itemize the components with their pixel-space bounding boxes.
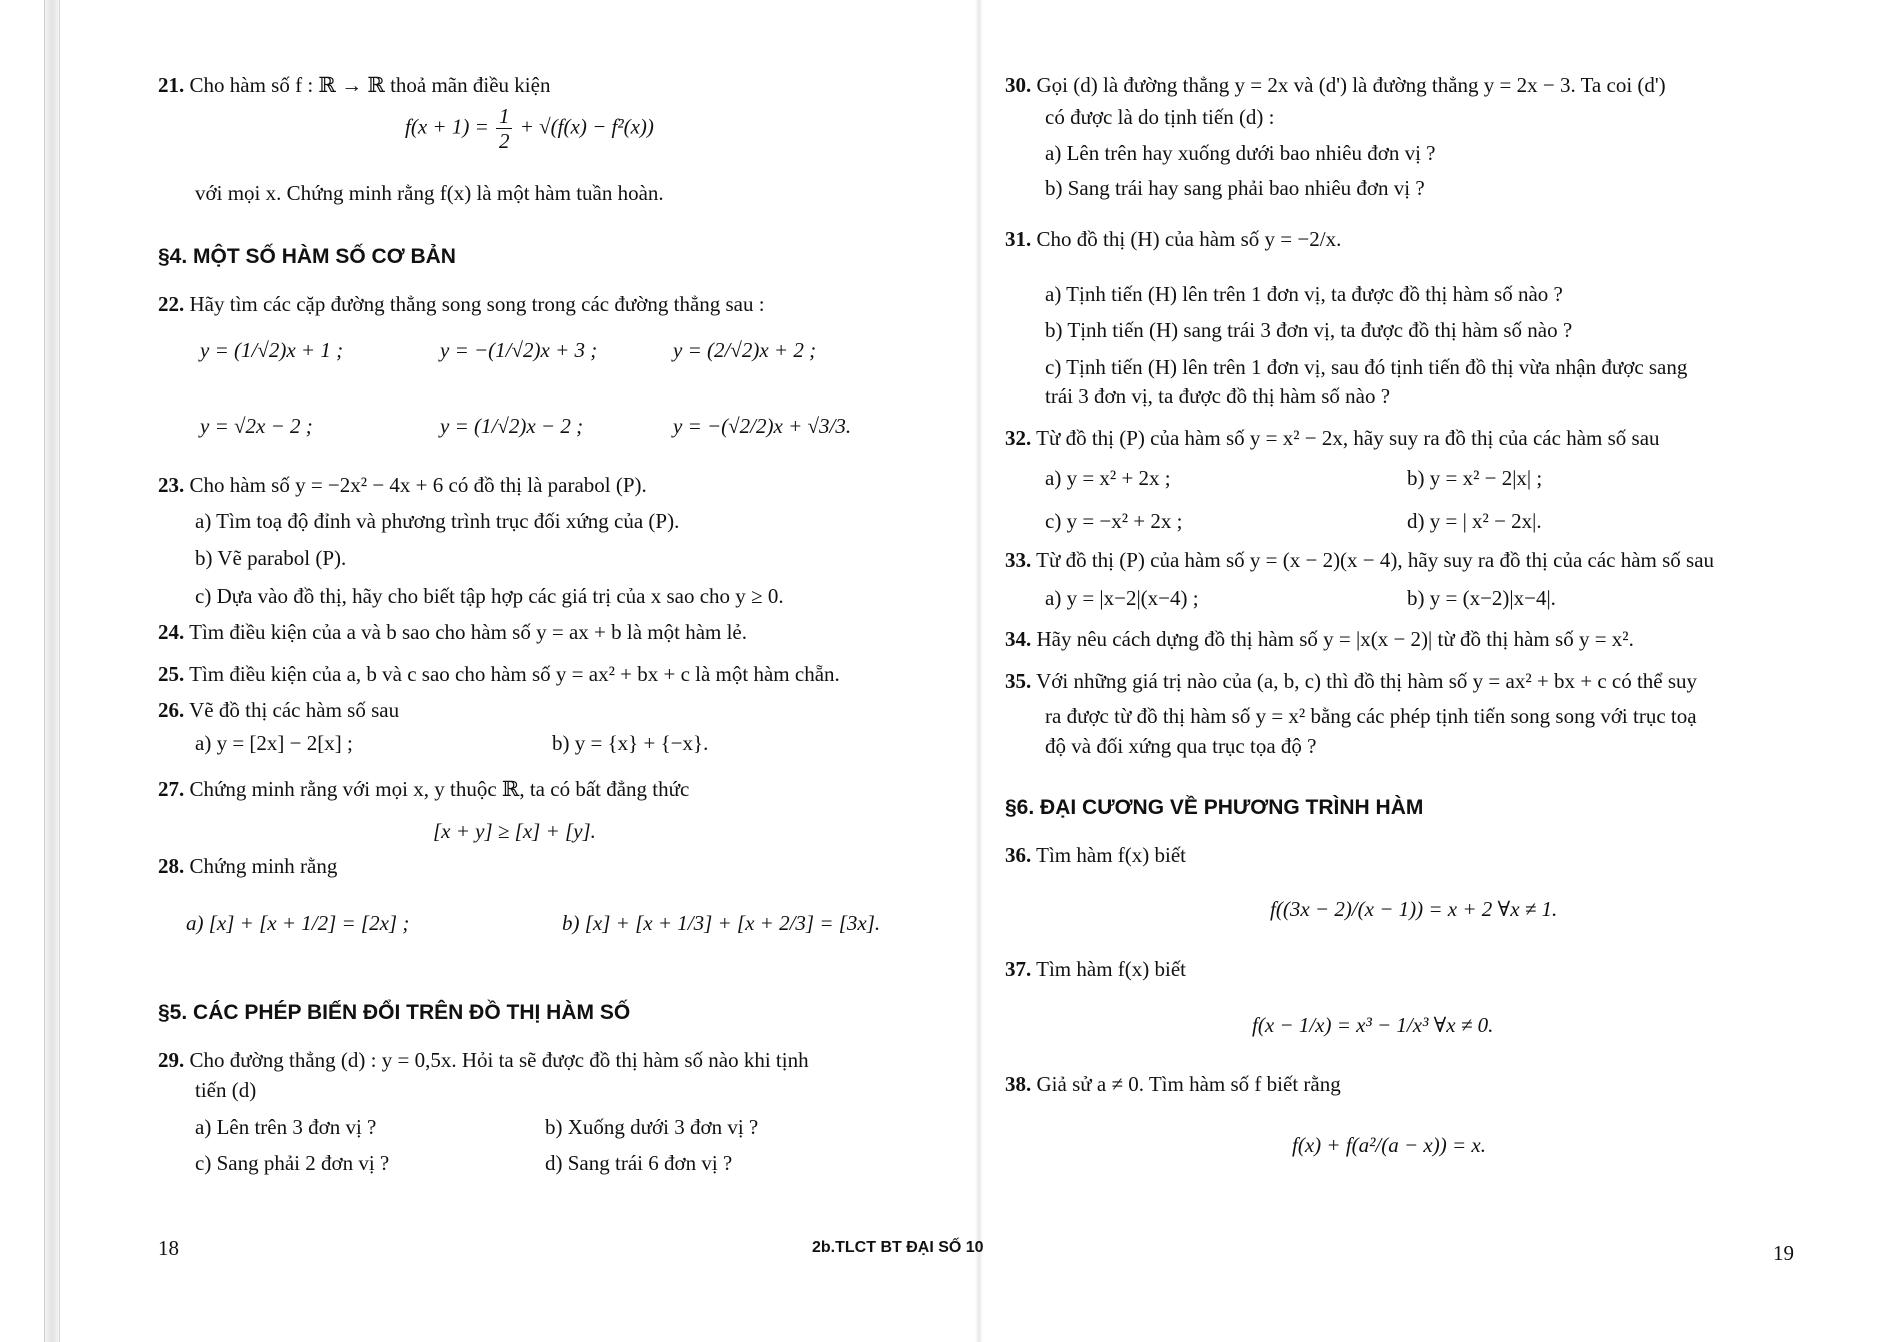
q25-number: 25. [158, 662, 185, 686]
q36-formula: f((3x − 2)/(x − 1)) = x + 2 ∀x ≠ 1. [1270, 897, 1558, 921]
q28-b: b) [x] + [x + 1/3] + [x + 2/3] = [3x]. [562, 911, 881, 935]
q21-formula-lhs: f(x + 1) = [405, 114, 489, 139]
q35-number: 35. [1005, 669, 1032, 693]
q32-a: a) y = x² + 2x ; [1045, 466, 1171, 490]
q23-text: Cho hàm số y = −2x² − 4x + 6 có đồ thị là parabol (P). [189, 473, 647, 497]
q26-b: b) y = {x} + {−x}. [552, 731, 709, 755]
section-4-heading: §4. MỘT SỐ HÀM SỐ CƠ BẢN [158, 245, 456, 268]
q23-a: a) Tìm toạ độ đỉnh và phương trình trục đối xứng của (P). [195, 509, 680, 533]
q22-eq1: y = (1/√2)x + 1 ; [200, 338, 344, 362]
q35-line3: độ và đối xứng qua trục tọa độ ? [1045, 734, 1317, 758]
q31-number: 31. [1005, 227, 1032, 251]
q29-b: b) Xuống dưới 3 đơn vị ? [545, 1115, 759, 1139]
q33-b: b) y = (x−2)|x−4|. [1407, 586, 1556, 610]
q31-line1 [1005, 226, 1341, 252]
q21-line1 [158, 72, 550, 98]
q32-d: d) y = | x² − 2x|. [1407, 509, 1542, 533]
q32-b: b) y = x² − 2|x| ; [1407, 466, 1543, 490]
q21-text: Cho hàm số f : ℝ → ℝ thoả mãn điều kiện [189, 73, 551, 97]
q21-formula-rhs: + √(f(x) − f²(x)) [519, 114, 654, 139]
q34-text: Hãy nêu cách dựng đồ thị hàm số y = |x(x − 2)| từ đồ thị hàm số y = x². [1036, 627, 1634, 651]
section-6-heading: §6. ĐẠI CƯƠNG VỀ PHƯƠNG TRÌNH HÀM [1005, 796, 1424, 819]
q22-eq6: y = −(√2/2)x + √3/3. [673, 414, 852, 438]
q26-a: a) y = [2x] − 2[x] ; [195, 731, 353, 755]
q26-text: Vẽ đồ thị các hàm số sau [189, 698, 400, 722]
q21-frac-num: 1 [496, 104, 513, 129]
q29-line2: tiến (d) [195, 1078, 257, 1102]
q30-b: b) Sang trái hay sang phải bao nhiêu đơn vị ? [1045, 176, 1425, 200]
q22-eq3: y = (2/√2)x + 2 ; [673, 338, 817, 362]
q37-text: Tìm hàm f(x) biết [1036, 957, 1186, 981]
q28-text: Chứng minh rằng [189, 854, 338, 878]
q27-number: 27. [158, 777, 185, 801]
q36-line1 [1005, 842, 1186, 868]
q32-c: c) y = −x² + 2x ; [1045, 509, 1183, 533]
q27-line1 [158, 776, 689, 802]
q29-a: a) Lên trên 3 đơn vị ? [195, 1115, 377, 1139]
q37-number: 37. [1005, 957, 1032, 981]
q21-number: 21. [158, 73, 185, 97]
q23-c: c) Dựa vào đồ thị, hãy cho biết tập hợp các giá trị của x sao cho y ≥ 0. [195, 584, 784, 608]
q38-number: 38. [1005, 1072, 1032, 1096]
q29-text: Cho đường thẳng (d) : y = 0,5x. Hỏi ta sẽ được đồ thị hàm số nào khi tịnh [189, 1048, 809, 1072]
section-5-heading: §5. CÁC PHÉP BIẾN ĐỔI TRÊN ĐỒ THỊ HÀM SỐ [158, 1001, 631, 1024]
q38-formula: f(x) + f(a²/(a − x)) = x. [1292, 1133, 1486, 1157]
q28-number: 28. [158, 854, 185, 878]
q29-c: c) Sang phải 2 đơn vị ? [195, 1151, 390, 1175]
q30-text: Gọi (d) là đường thẳng y = 2x và (d') là đường thẳng y = 2x − 3. Ta coi (d') [1036, 73, 1666, 97]
q35-line2: ra được từ đồ thị hàm số y = x² bằng các phép tịnh tiến song song với trục toạ [1045, 704, 1697, 728]
q31-c2: trái 3 đơn vị, ta được đồ thị hàm số nào ? [1045, 384, 1391, 408]
q37-line1 [1005, 956, 1186, 982]
q32-text: Từ đồ thị (P) của hàm số y = x² − 2x, hãy suy ra đồ thị của các hàm số sau [1036, 426, 1660, 450]
q31-a: a) Tịnh tiến (H) lên trên 1 đơn vị, ta được đồ thị hàm số nào ? [1045, 282, 1563, 306]
page-number-left: 18 [158, 1236, 179, 1260]
q29-line1 [158, 1047, 809, 1073]
q34-line1 [1005, 626, 1634, 652]
q22-eq4: y = √2x − 2 ; [200, 414, 313, 438]
q33-a: a) y = |x−2|(x−4) ; [1045, 586, 1199, 610]
q32-line1 [1005, 425, 1660, 451]
q35-text: Với những giá trị nào của (a, b, c) thì đồ thị hàm số y = ax² + bx + c có thể suy [1036, 669, 1698, 693]
right-page [980, 0, 1889, 1342]
q28-line1 [158, 853, 337, 879]
q26-number: 26. [158, 698, 185, 722]
page-number-right: 19 [1773, 1241, 1794, 1265]
q26-line1 [158, 697, 399, 723]
q25-text: Tìm điều kiện của a, b và c sao cho hàm số y = ax² + bx + c là một hàm chẵn. [189, 662, 840, 686]
q21-frac-den: 2 [498, 129, 510, 154]
q21-line2: với mọi x. Chứng minh rằng f(x) là một hàm tuần hoàn. [195, 181, 664, 205]
q27-formula: [x + y] ≥ [x] + [y]. [433, 819, 596, 843]
q36-text: Tìm hàm f(x) biết [1036, 843, 1186, 867]
q23-b: b) Vẽ parabol (P). [195, 546, 347, 570]
q32-number: 32. [1005, 426, 1032, 450]
q21-formula-fraction [496, 104, 513, 153]
q33-number: 33. [1005, 548, 1032, 572]
q27-text: Chứng minh rằng với mọi x, y thuộc ℝ, ta có bất đẳng thức [189, 777, 690, 801]
q25-line1 [158, 661, 840, 687]
q34-number: 34. [1005, 627, 1032, 651]
q31-c: c) Tịnh tiến (H) lên trên 1 đơn vị, sau đó tịnh tiến đồ thị vừa nhận được sang [1045, 355, 1688, 379]
q22-line1 [158, 291, 765, 317]
q35-line1 [1005, 668, 1697, 694]
q22-number: 22. [158, 292, 185, 316]
q30-line1 [1005, 72, 1666, 98]
q22-eq5: y = (1/√2)x − 2 ; [440, 414, 584, 438]
q38-text: Giả sử a ≠ 0. Tìm hàm số f biết rằng [1036, 1072, 1341, 1096]
footer-label: 2b.TLCT BT ĐẠI SỐ 10 [812, 1239, 984, 1256]
q23-number: 23. [158, 473, 185, 497]
q28-a: a) [x] + [x + 1/2] = [2x] ; [186, 911, 410, 935]
q30-a: a) Lên trên hay xuống dưới bao nhiêu đơn vị ? [1045, 141, 1436, 165]
q31-text: Cho đồ thị (H) của hàm số y = −2/x. [1036, 227, 1342, 251]
q37-formula: f(x − 1/x) = x³ − 1/x³ ∀x ≠ 0. [1252, 1013, 1494, 1037]
q30-line2: có được là do tịnh tiến (d) : [1045, 105, 1275, 129]
q33-line1 [1005, 547, 1714, 573]
q24-number: 24. [158, 620, 185, 644]
q29-number: 29. [158, 1048, 185, 1072]
q22-text: Hãy tìm các cặp đường thẳng song song trong các đường thẳng sau : [189, 292, 765, 316]
q33-text: Từ đồ thị (P) của hàm số y = (x − 2)(x − 4), hãy suy ra đồ thị của các hàm số sau [1036, 548, 1715, 572]
q24-line1 [158, 619, 747, 645]
q31-b: b) Tịnh tiến (H) sang trái 3 đơn vị, ta được đồ thị hàm số nào ? [1045, 318, 1573, 342]
q23-line1 [158, 472, 647, 498]
q38-line1 [1005, 1071, 1341, 1097]
q30-number: 30. [1005, 73, 1032, 97]
q22-eq2: y = −(1/√2)x + 3 ; [440, 338, 598, 362]
q36-number: 36. [1005, 843, 1032, 867]
q29-d: d) Sang trái 6 đơn vị ? [545, 1151, 733, 1175]
q21-formula [405, 104, 654, 153]
q24-text: Tìm điều kiện của a và b sao cho hàm số y = ax + b là một hàm lẻ. [189, 620, 747, 644]
